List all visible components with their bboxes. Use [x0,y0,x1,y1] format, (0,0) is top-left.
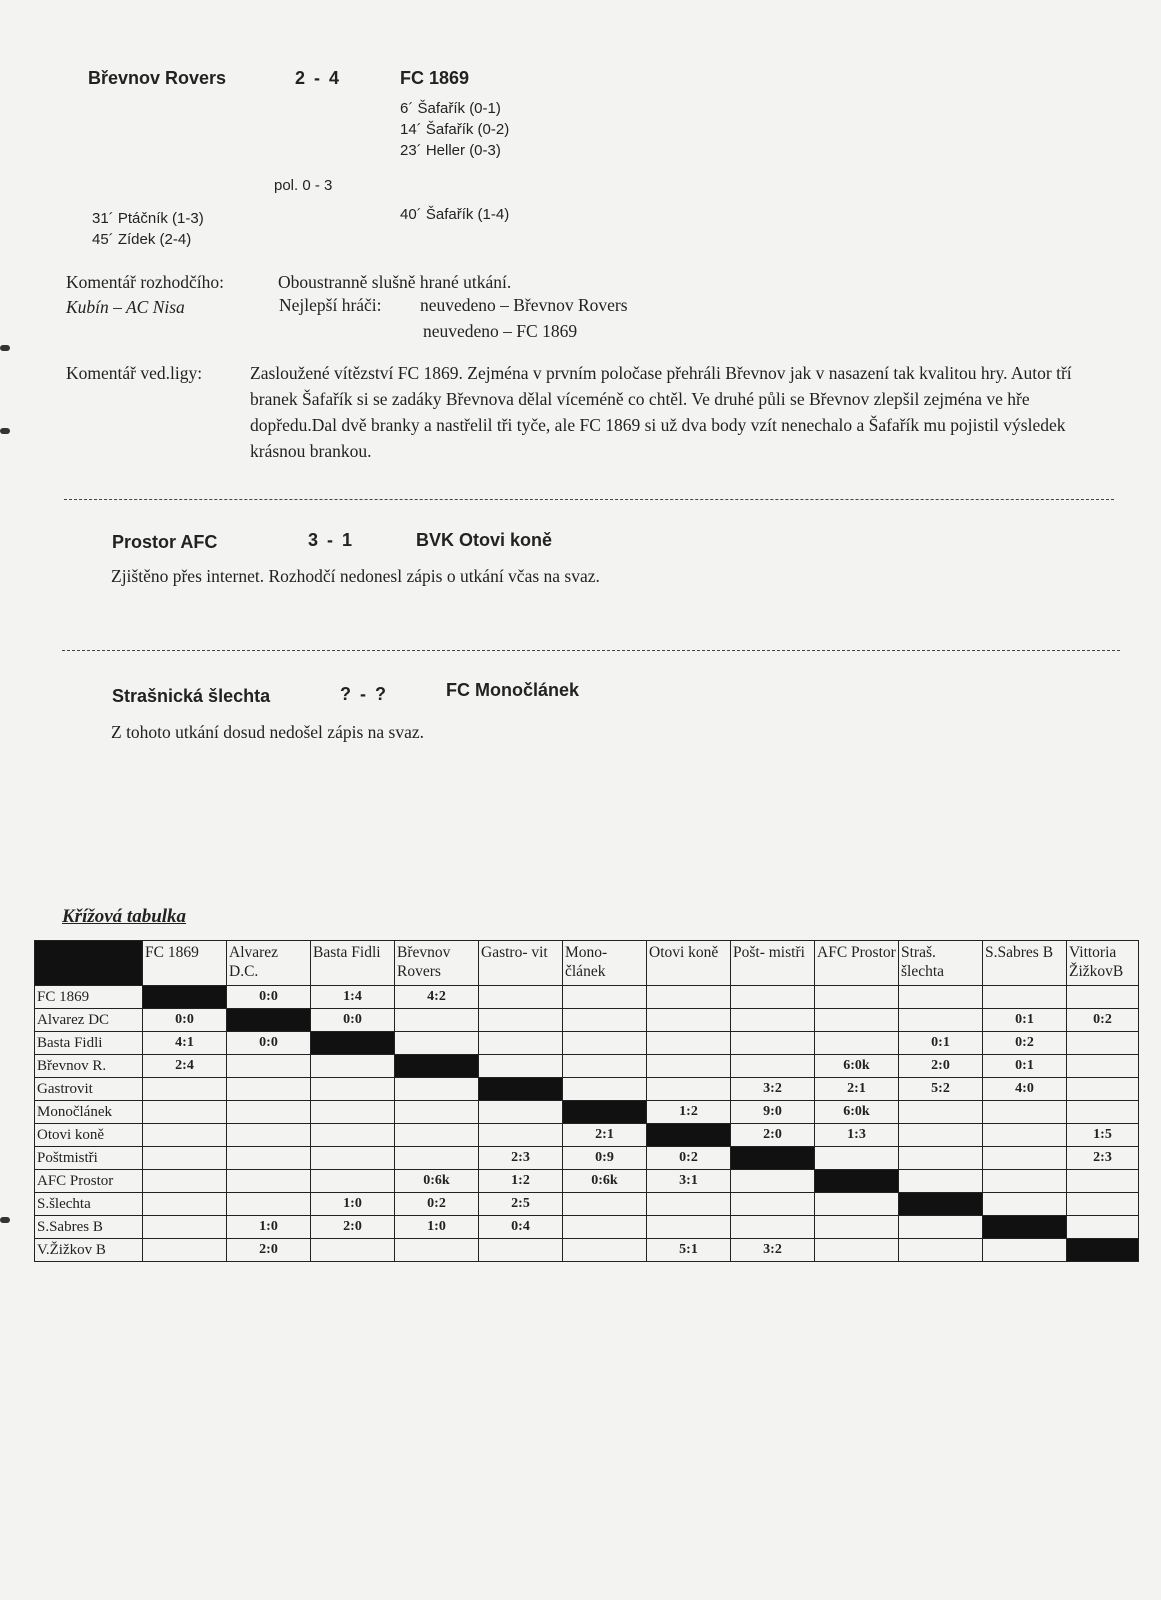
score-cell [899,1124,983,1147]
league-comment-label: Komentář ved.ligy: [66,363,203,383]
cross-table-title: Křížová tabulka [62,906,187,927]
match2-away-team: BVK Otovi koně [416,530,553,550]
best-players-label: Nejlepší hráči: [279,295,382,315]
diagonal-black-cell [815,1170,899,1193]
match2-home-team: Prostor AFC [112,532,218,552]
diagonal-black-cell [731,1147,815,1170]
score-cell [479,1101,563,1124]
column-header: Mono- článek [563,941,647,986]
score-cell: 0:2 [1067,1009,1139,1032]
score-cell: 0:6k [395,1170,479,1193]
column-header: FC 1869 [143,941,227,986]
referee-name: Kubín – AC Nisa [66,297,185,317]
table-row [35,1124,1139,1147]
score-cell [563,1078,647,1101]
goal-entry: 14´ Šafařík (0-2) [400,121,510,138]
score-cell [815,1239,899,1262]
score-cell [311,1170,395,1193]
score-cell [1067,1193,1139,1216]
score-cell [983,1147,1067,1170]
score-cell: 2:0 [899,1055,983,1078]
score-cell [227,1055,311,1078]
match3-home-team: Strašnická šlechta [112,686,271,706]
row-team-name: Poštmistři [35,1147,143,1170]
score-cell [899,986,983,1009]
match3-away-team: FC Monočlánek [446,680,580,700]
table-row [35,1193,1139,1216]
score-cell: 0:0 [227,1032,311,1055]
score-cell: 2:5 [479,1193,563,1216]
score-cell: 0:4 [479,1216,563,1239]
score-cell: 5:1 [647,1239,731,1262]
score-cell [815,986,899,1009]
score-cell [563,1032,647,1055]
score-cell [647,986,731,1009]
score-cell [143,1147,227,1170]
score-cell [311,1239,395,1262]
goal-entry: 45´ Zídek (2-4) [92,231,192,248]
match1-home-team: Břevnov Rovers [88,68,227,88]
row-team-name: Gastrovit [35,1078,143,1101]
column-header: Pošt- mistři [731,941,815,986]
halftime-score: pol. 0 - 3 [274,177,333,194]
score-cell [731,1216,815,1239]
score-cell: 0:9 [563,1147,647,1170]
score-cell: 0:1 [983,1055,1067,1078]
match2-score: 3 - 1 [308,530,353,550]
score-cell [983,1101,1067,1124]
table-row [35,1101,1139,1124]
score-cell [311,1124,395,1147]
score-cell: 2:0 [227,1239,311,1262]
column-header: S.Sabres B [983,941,1067,986]
match3-note: Z tohoto utkání dosud nedošel zápis na svaz. [111,722,424,742]
score-cell [1067,1101,1139,1124]
score-cell [227,1147,311,1170]
score-cell [395,1078,479,1101]
score-cell: 2:3 [479,1147,563,1170]
score-cell: 1:2 [647,1101,731,1124]
section-divider [64,499,1114,500]
diagonal-black-cell [1067,1239,1139,1262]
score-cell: 1:2 [479,1170,563,1193]
score-cell: 1:4 [311,986,395,1009]
score-cell [647,1009,731,1032]
score-cell [731,1170,815,1193]
score-cell [563,1055,647,1078]
score-cell: 9:0 [731,1101,815,1124]
score-cell: 0:2 [983,1032,1067,1055]
column-header: Alvarez D.C. [227,941,311,986]
row-team-name: AFC Prostor [35,1170,143,1193]
diagonal-black-cell [647,1124,731,1147]
score-cell [983,1124,1067,1147]
column-header: Vittoria ŽižkovB [1067,941,1139,986]
score-cell [1067,1055,1139,1078]
score-cell [395,1009,479,1032]
score-cell [647,1193,731,1216]
diagonal-black-cell [311,1032,395,1055]
score-cell: 0:0 [143,1009,227,1032]
score-cell [731,1193,815,1216]
row-team-name: Alvarez DC [35,1009,143,1032]
table-row [35,1147,1139,1170]
diagonal-black-cell [899,1193,983,1216]
score-cell: 2:0 [311,1216,395,1239]
score-cell [395,1239,479,1262]
score-cell [815,1216,899,1239]
score-cell: 4:2 [395,986,479,1009]
score-cell: 0:0 [311,1009,395,1032]
score-cell: 4:0 [983,1078,1067,1101]
cross-table [34,940,1139,1262]
score-cell [395,1032,479,1055]
score-cell [563,1193,647,1216]
score-cell: 2:1 [563,1124,647,1147]
score-cell [731,1009,815,1032]
score-cell [983,1239,1067,1262]
score-cell [815,1009,899,1032]
score-cell [899,1101,983,1124]
score-cell: 1:0 [395,1216,479,1239]
score-cell [1067,1078,1139,1101]
score-cell [899,1170,983,1193]
score-cell: 2:4 [143,1055,227,1078]
score-cell [815,1147,899,1170]
score-cell [479,1009,563,1032]
column-header: Basta Fidli [311,941,395,986]
column-header: Straš. šlechta [899,941,983,986]
score-cell: 2:3 [1067,1147,1139,1170]
score-cell [479,986,563,1009]
match3-score: ? - ? [340,684,386,704]
score-cell [1067,1032,1139,1055]
score-cell [311,1055,395,1078]
goal-entry: 6´ Šafařík (0-1) [400,100,501,117]
score-cell [311,1078,395,1101]
score-cell [143,1078,227,1101]
score-cell: 3:2 [731,1239,815,1262]
score-cell [983,1193,1067,1216]
cross-table-header-row [35,941,1139,986]
score-cell: 1:0 [311,1193,395,1216]
score-cell [395,1147,479,1170]
score-cell [227,1124,311,1147]
table-row [35,1009,1139,1032]
score-cell: 6:0k [815,1101,899,1124]
score-cell [899,1239,983,1262]
score-cell: 4:1 [143,1032,227,1055]
score-cell [899,1216,983,1239]
score-cell: 2:1 [815,1078,899,1101]
score-cell [479,1032,563,1055]
score-cell [143,1170,227,1193]
row-team-name: Otovi koně [35,1124,143,1147]
table-row [35,1170,1139,1193]
score-cell [227,1101,311,1124]
score-cell [479,1239,563,1262]
score-cell [899,1009,983,1032]
score-cell [1067,1216,1139,1239]
column-header: Břevnov Rovers [395,941,479,986]
score-cell [143,1193,227,1216]
column-header: Otovi koně [647,941,731,986]
punch-hole-mark [0,1217,10,1223]
score-cell [227,1170,311,1193]
score-cell [143,1101,227,1124]
score-cell: 3:1 [647,1170,731,1193]
row-team-name: S.Sabres B [35,1216,143,1239]
table-row [35,986,1139,1009]
row-team-name: Břevnov R. [35,1055,143,1078]
table-row [35,1078,1139,1101]
punch-hole-mark [0,345,10,351]
referee-comment-label: Komentář rozhodčího: [66,272,224,292]
row-team-name: S.šlechta [35,1193,143,1216]
best-player-home: neuvedeno – Břevnov Rovers [420,295,628,315]
score-cell [647,1078,731,1101]
score-cell: 0:1 [899,1032,983,1055]
diagonal-black-cell [983,1216,1067,1239]
row-team-name: V.Žižkov B [35,1239,143,1262]
score-cell [815,1032,899,1055]
match1-score: 2 - 4 [295,68,340,88]
score-cell [983,1170,1067,1193]
score-cell: 0:2 [395,1193,479,1216]
score-cell [731,1055,815,1078]
table-corner-cell [35,941,143,986]
table-row [35,1055,1139,1078]
score-cell [563,1009,647,1032]
goal-entry: 40´ Šafařík (1-4) [400,206,510,223]
score-cell: 0:1 [983,1009,1067,1032]
diagonal-black-cell [227,1009,311,1032]
score-cell [143,1239,227,1262]
score-cell [563,986,647,1009]
score-cell: 3:2 [731,1078,815,1101]
column-header: Gastro- vit [479,941,563,986]
match2-note: Zjištěno přes internet. Rozhodčí nedonesl zápis o utkání včas na svaz. [111,566,600,586]
diagonal-black-cell [563,1101,647,1124]
table-row [35,1032,1139,1055]
best-player-away: neuvedeno – FC 1869 [423,321,578,341]
score-cell [647,1032,731,1055]
score-cell [479,1124,563,1147]
score-cell: 5:2 [899,1078,983,1101]
score-cell: 0:2 [647,1147,731,1170]
table-row [35,1216,1139,1239]
diagonal-black-cell [479,1078,563,1101]
score-cell [815,1193,899,1216]
score-cell [563,1216,647,1239]
score-cell: 1:5 [1067,1124,1139,1147]
score-cell [311,1101,395,1124]
row-team-name: FC 1869 [35,986,143,1009]
score-cell [395,1101,479,1124]
punch-hole-mark [0,428,10,434]
table-row [35,1239,1139,1262]
score-cell: 0:0 [227,986,311,1009]
league-comment: Zasloužené vítězství FC 1869. Zejména v prvním poločase přehráli Břevnov jak v nasazení tak kvalitou hry. Autor tří branek Šafařík si se zadáky Břevnova dělal víceméně co chtěl. Ve druhé půli se Břevnov zlepšil zejména ve hře dopředu.Dal dvě branky a nastřelil tři tyče, ale FC 1869 si už dva body vzít nenechalo a Šafařík mu pojistil výsledek krásnou brankou. [250,363,1072,461]
diagonal-black-cell [395,1055,479,1078]
score-cell: 2:0 [731,1124,815,1147]
score-cell: 1:0 [227,1216,311,1239]
score-cell [1067,986,1139,1009]
score-cell: 0:6k [563,1170,647,1193]
goal-entry: 31´ Ptáčník (1-3) [92,210,204,227]
score-cell: 1:3 [815,1124,899,1147]
score-cell [899,1147,983,1170]
column-header: AFC Prostor [815,941,899,986]
referee-comment: Oboustranně slušně hrané utkání. [278,272,512,292]
score-cell [311,1147,395,1170]
score-cell [479,1055,563,1078]
score-cell [395,1124,479,1147]
row-team-name: Basta Fidli [35,1032,143,1055]
score-cell [647,1055,731,1078]
score-cell: 6:0k [815,1055,899,1078]
score-cell [983,986,1067,1009]
section-divider [62,650,1120,651]
score-cell [731,1032,815,1055]
score-cell [143,1216,227,1239]
score-cell [1067,1170,1139,1193]
score-cell [731,986,815,1009]
goal-entry: 23´ Heller (0-3) [400,142,501,159]
score-cell [563,1239,647,1262]
score-cell [143,1124,227,1147]
score-cell [647,1216,731,1239]
diagonal-black-cell [143,986,227,1009]
match1-away-team: FC 1869 [400,68,470,88]
score-cell [227,1193,311,1216]
row-team-name: Monočlánek [35,1101,143,1124]
score-cell [227,1078,311,1101]
